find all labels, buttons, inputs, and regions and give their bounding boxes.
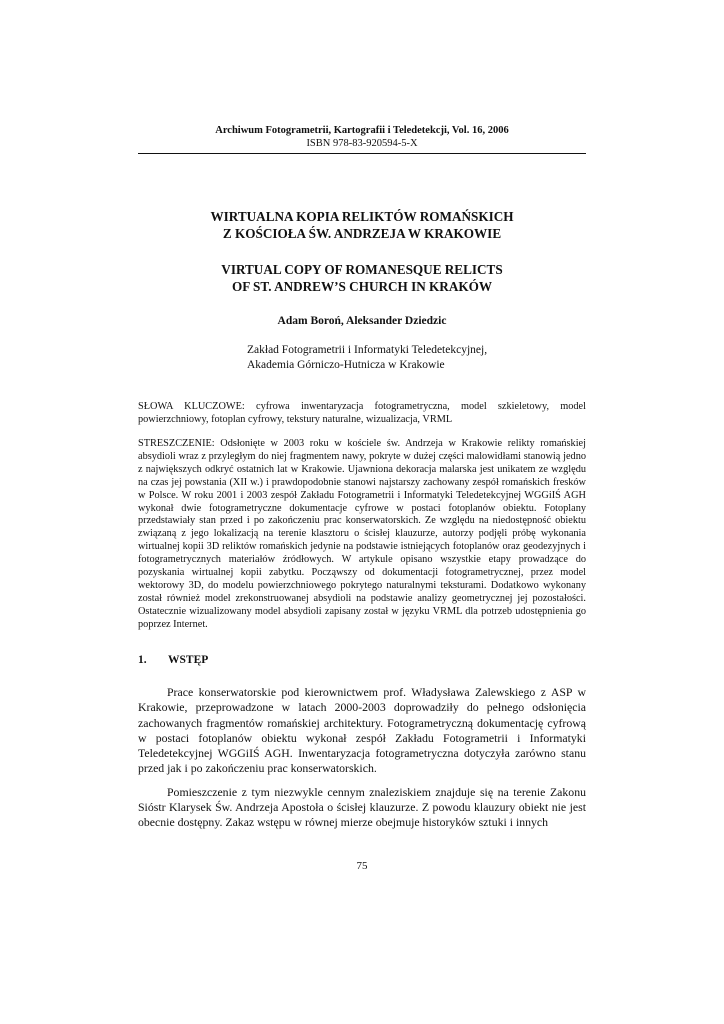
running-header — [138, 124, 586, 150]
title-english-line-2: OF ST. ANDREW’S CHURCH IN KRAKÓW — [231, 279, 493, 294]
isbn: ISBN 978-83-920594-5-X — [306, 138, 418, 149]
affiliation-line-1: Zakład Fotogrametrii i Informatyki Teledetekcyjnej, — [247, 344, 488, 356]
title-polish-line-2: Z KOŚCIOŁA ŚW. ANDRZEJA W KRAKOWIE — [222, 226, 502, 241]
page-number: 75 — [356, 860, 368, 872]
journal-citation: Archiwum Fotogrametrii, Kartografii i Teledetekcji, Vol. 16, 2006 — [215, 125, 509, 136]
paragraph: Prace konserwatorskie pod kierownictwem prof. Władysława Zalewskiego z ASP w Krakowie, przeprowadzone w latach 2000-2003 doprowadziły do pełnego odsłonięcia zachowanych fragmentów romańskiej architektury. Fotogrametryczną dokumentację cyfrową w postaci fotoplanów obiektu wykonał zespół Zakładu Fotogrametrii i Informatyki Teledetekcyjnej WGGiIŚ AGH. Inwentaryzacja fotogrametryczna dotyczyła zarówno stanu przed jak i po zakończeniu prac konserwatorskich. — [138, 685, 586, 776]
section-heading — [138, 654, 208, 666]
affiliation-line-2: Akademia Górniczo-Hutnicza w Krakowie — [247, 359, 445, 371]
title-polish — [138, 208, 586, 242]
header-rule — [138, 153, 586, 154]
section-number: 1. — [138, 654, 147, 666]
title-polish-line-1: WIRTUALNA KOPIA RELIKTÓW ROMAŃSKICH — [210, 209, 514, 224]
title-english — [138, 261, 586, 295]
affiliation — [247, 343, 577, 373]
section-title: WSTĘP — [168, 654, 209, 666]
paragraph: Pomieszczenie z tym niezwykle cennym znaleziskiem znajduje się na terenie Zakonu Sióstr Klarysek Św. Andrzeja Apostoła o ścisłej klauzurze. Z powodu klauzury obiekt nie jest obecnie dostępny. Zakaz wstępu w równej mierze obejmuje historyków sztuki i innych — [138, 784, 586, 830]
abstract: STRESZCZENIE: Odsłonięte w 2003 roku w kościele św. Andrzeja w Krakowie relikty romańskiej absydioli wraz z przyległym do niej fragmentem nawy, pokryte w dużej części malowidłami stanowią jedno z największych odkryć ostatnich lat w Krakowie. Ujawniona dekoracja malarska jest unikatem ze względu na czas jej powstania (XII w.) i prawdopodobnie stanowi najstarszy zachowany zespół romańskich fresków w Polsce. W roku 2001 i 2003 zespół Zakładu Fotogrametrii i Informatyki Teledetekcyjnej WGGiIŚ AGH wykonał dwie fotogrametryczne dokumentacje cyfrowe w postaci fotoplanów obiektu. Fotoplany przedstawiały stan przed i po zakończeniu prac konserwatorskich. Ze względu na niedostępność obiektu związaną z jego lokalizacją na terenie klasztoru o ścisłej klauzurze, autorzy podjęli próbę wykonania wirtualnej kopii 3D reliktów romańskich jedynie na podstawie istniejących fotoplanów oraz geodezyjnych i fotogrametrycznych materiałów źródłowych. W artykule opisano wszystkie etapy prowadzące do pozyskania wirtualnej kopii zabytku. Począwszy od dokumentacji fotogrametrycznej, przez model wektorowy 3D, do modelu powierzchniowego pokrytego naturalnymi teksturami. Dodatkowo wykonany został również model zrekonstruowanej absydioli na podstawie analizy geometrycznej jej pozostałości. Ostatecznie wizualizowany model absydioli zapisany został w języku VRML dla potrzeb udostępnienia go poprzez Internet. — [138, 438, 586, 630]
body-text — [138, 685, 586, 839]
keywords: SŁOWA KLUCZOWE: cyfrowa inwentaryzacja fotogrametryczna, model szkieletowy, model powierzchniowy, fotoplan cyfrowy, tekstury naturalne, wizualizacja, VRML — [138, 401, 586, 425]
title-english-line-1: VIRTUAL COPY OF ROMANESQUE RELICTS — [221, 262, 503, 277]
authors: Adam Boroń, Aleksander Dziedzic — [277, 315, 447, 327]
